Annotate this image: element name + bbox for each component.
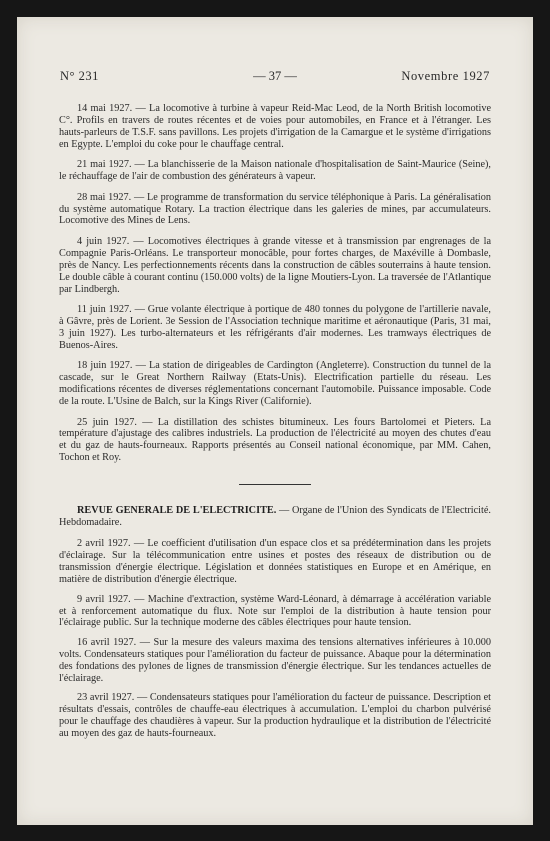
issue-number: N° 231 [60, 69, 99, 83]
document-page [17, 17, 533, 825]
entry-paragraph: 21 mai 1927. — La blanchisserie de la Maison nationale d'hospitalisation de Saint-Maurice (Seine), le réchauffage de l'air de combustion des générateurs à vapeur. [59, 159, 491, 183]
revue-heading-paragraph [59, 505, 491, 529]
revue-title: REVUE GENERALE DE L'ELECTRICITE. [77, 505, 277, 517]
entry-paragraph: 18 juin 1927. — La station de dirigeables de Cardington (Angleterre). Construction du tunnel de la cascade, sur le Great Northern Railway (Etats-Unis). Electrification partielle du réseau. Les modifications récentes de diverses réglementations concernant l'automobile. Puissance imposable. Code de la route. L'Usine de Balch, sur la Kings River (Californie). [59, 360, 491, 407]
entry-paragraph: 4 juin 1927. — Locomotives électriques à grande vitesse et à transmission par engrenages de la Compagnie Paris-Orléans. Le transporteur monocâble, pour fortes charges, de Maxéville à Dombasle, près de Nancy. Les perfectionnements récents dans la construction de câbles souterrains à haute tension. Le double câble à courant continu (150.000 volts) de la ligne Moutiers-Lyon. La traversée de l'Atlantique par Lindbergh. [59, 235, 491, 295]
page-body [59, 103, 491, 747]
entry-paragraph: 16 avril 1927. — Sur la mesure des valeurs maxima des tensions alternatives inférieures à 10.000 volts. Condensateurs statiques pour l'amélioration du facteur de puissance. Abaque pour la détermination des fondations des pylones de lignes de transmission d'énergie électrique. Sur les tendances actuelles de l'éclairage. [59, 636, 491, 684]
entry-paragraph: 23 avril 1927. — Condensateurs statiques pour l'amélioration du facteur de puissance. Description et résultats d'essais, contrôles de chauffe-eau électriques à accumulation. L'emploi du charbon pulvérisé pour le chauffage des chaudières à vapeur. Sur la production hydraulique et la distribution de l'électricité au moyen des gaz de hauts-fourneaux. [59, 692, 491, 739]
section-divider [239, 484, 311, 485]
entry-paragraph: 11 juin 1927. — Grue volante électrique à portique de 480 tonnes du polygone de l'artillerie navale, à Gâvre, près de Lorient. 3e Session de l'Association technique maritime et aéronautique (Paris, 31 mai, 3 juin 1927). Les turbo-alternateurs et les réfrigérants d'air modernes. Les tramways électriques de Buenos-Aires. [59, 304, 491, 351]
entry-paragraph: 2 avril 1927. — Le coefficient d'utilisation d'un espace clos et sa prédétermination dans les projets d'éclairage. Sur la télécommunication entre usines et postes des réseaux de distribution ou de transmission d'énergie électrique. Législation et données statistiques en Europe et en Amérique, en matière de distribution d'énergie électrique. [59, 538, 491, 586]
page-number: — 37 — [253, 69, 297, 83]
entry-paragraph: 14 mai 1927. — La locomotive à turbine à vapeur Reid-Mac Leod, de la North British locomotive C°. Profils en travers de routes récentes et de voies pour automobiles, en France et à l'étranger. Les hauts-parleurs de T.S.F. sans pavillons. Les projets d'irrigation de la Camargue et le système d'irrigations en Egypte. L'emploi du coke pour le chauffage central. [59, 103, 491, 150]
revue-entries [59, 538, 491, 739]
issue-date: Novembre 1927 [401, 69, 490, 83]
entry-paragraph: 25 juin 1927. — La distillation des schistes bitumineux. Les fours Bartolomei et Pieters. La température d'ajustage des calibres industriels. La production de l'électricité au moyen des chutes d'eau et du gaz de hauts-fourneaux. Rapports présentés au Conseil national économique, par MM. Cahen, Tochon et Roy. [59, 416, 491, 464]
entry-paragraph: 28 mai 1927. — Le programme de transformation du service téléphonique à Paris. La généralisation du système automatique Rotary. La traction électrique dans les galeries de mines, par accumulateurs. Locomotive des Mines de Lens. [59, 191, 491, 227]
revue-description: — Organe de l'Union des Syndicats de l'Electricité. Hebdomadaire. [59, 505, 491, 529]
entry-paragraph: 9 avril 1927. — Machine d'extraction, système Ward-Léonard, à démarrage à accélération variable et à renforcement automatique du flux. Note sur l'emploi de la distribution à haute tension pour l'éclairage public. Sur la technique moderne des câbles électriques pour haute tension. [59, 593, 491, 629]
page-header [60, 69, 490, 87]
